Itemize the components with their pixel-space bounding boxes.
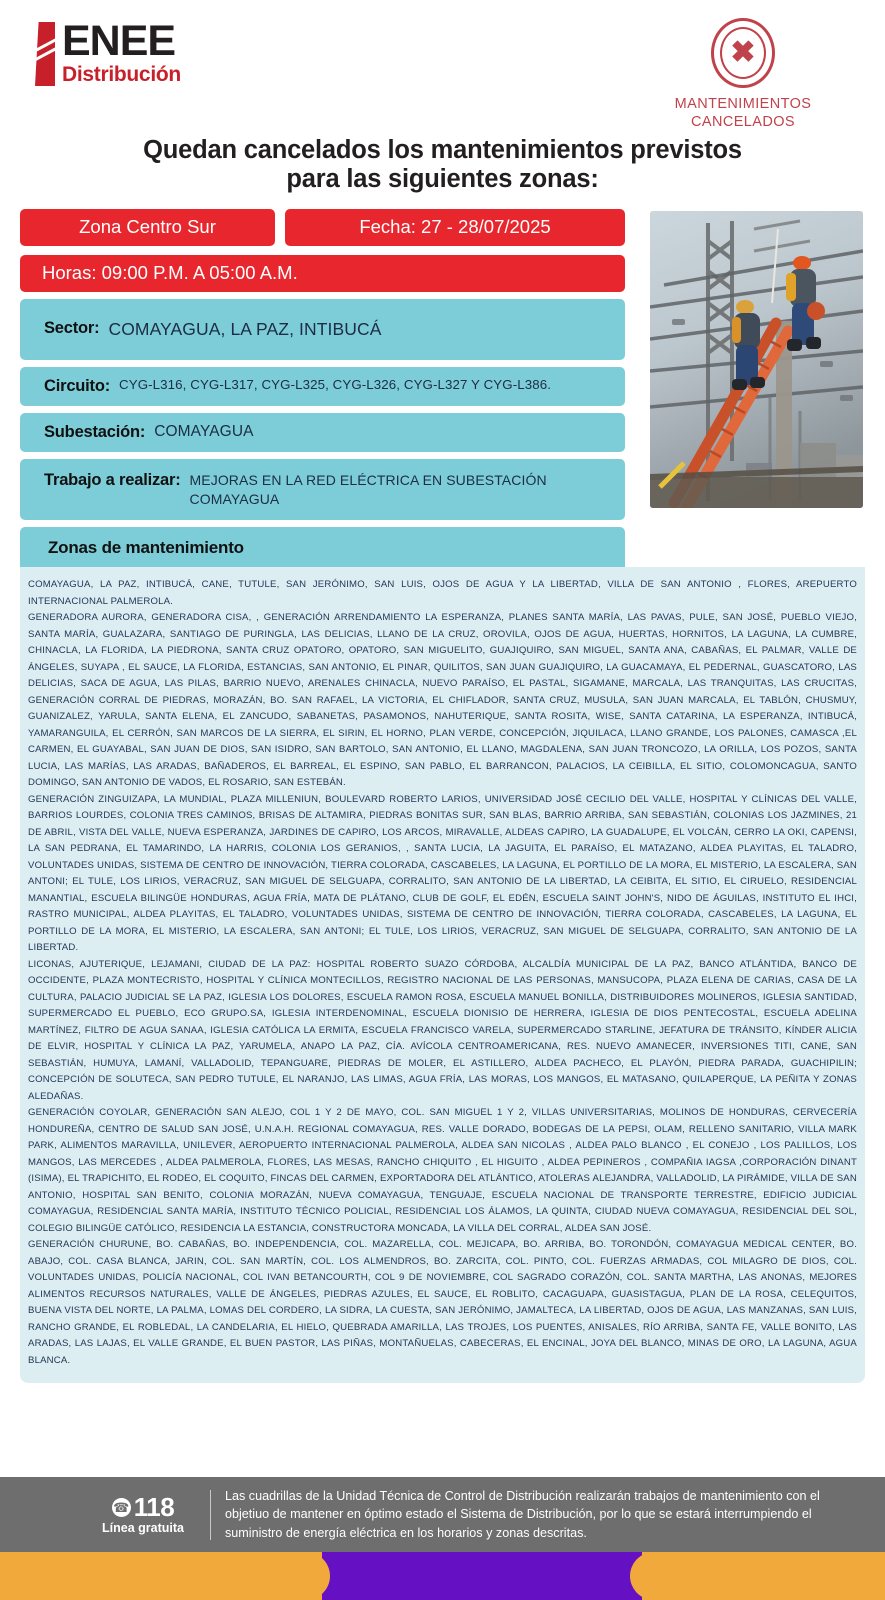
zones-paragraph: GENERACIÓN COYOLAR, GENERACIÓN SAN ALEJO, COL 1 Y 2 DE MAYO, COL. SAN MIGUEL 1 Y 2, VILLAS UNIVERSITARIAS, MOLINOS DE HONDURAS, CERVECERÍA HONDUREÑA, CENTRO DE SALUD SAN JOSÉ, U.N.A.H. REGIONAL COMAYAGUA, RES. VALLE DORADO, BODEGAS DE LA PEPSI, OLAM, RELLENO SANITARIO, VILLA MARK PARK, ALIMENTOS MARAVILLA, UNILEVER, AEROPUERTO INTERNACIONAL PALMEROLA, ALDEA SAN NICOLAS , ALDEA PALO BLANCO , EL CONEJO , LOS PALILLOS, LOS MANGOS, LAS MERCEDES , ALDEA PALMEROLA, FLORES, LAS MESAS, RANCHO CHIQUITO , EL HIGUITO , ALDEA PEPINEROS , COMPAÑIA IAGSA ,CORPORACIÓN DINANT (ISIMA), EL TRAPICHITO, EL RODEO, EL COQUITO, FINCAS DEL CARMEN, EXPORTADORA DEL ATLÁNTICO, ATOLERAS ALEJANDRA, VALLADOLID, LA PIRÁMIDE, VILLA DE SAN ANTONIO, HOSPITAL SAN BENITO, COLONIA MORAZÁN, NUEVA COMAYAGUA, TENGUAJE, ESCUELA NACIONAL DE TRANSPORTE TERRESTRE, EDIFICIO JUDICIAL COMAYAGUA, RESIDENCIAL SANTA MARÍA, INSTITUTO TÉCNICO POLICIAL, RESIDENCIAL LOS ÁLAMOS, LA QUINTA, CIUDAD NUEVA COMAYAGUA, RESIDENCIAL DEL SOL, COLEGIO BILINGÜE CATÓLICO, RESIDENCIA LA ESTANCIA, CONSTRUCTORA MONCADA, LA VILLA DEL CORRAL, ALDEA SAN JOSÉ. bbox=[28, 1107, 857, 1234]
subestacion-label: Subestación: bbox=[44, 422, 146, 441]
bottom-bar-purple bbox=[322, 1552, 642, 1600]
zones-paragraph: COMAYAGUA, LA PAZ, INTIBUCÁ, CANE, TUTULE, SAN JERÓNIMO, SAN LUIS, OJOS DE AGUA Y LA LIBERTAD, VILLA DE SAN ANTONIO , FLORES, AREPUERTO INTERNACIONAL PALMEROLA. bbox=[28, 579, 857, 607]
bottom-bar-orange-left bbox=[0, 1552, 330, 1600]
phone-handset-icon: ☎ bbox=[113, 1499, 130, 1515]
bottom-color-bar bbox=[0, 1552, 885, 1600]
logo-subbrand-text: Distribución bbox=[62, 62, 181, 86]
page-title bbox=[0, 136, 885, 194]
cancel-x-circle-icon: ✖ bbox=[711, 18, 775, 88]
sector-label: Sector: bbox=[44, 318, 100, 337]
zones-paragraph: LICONAS, AJUTERIQUE, LEJAMANI, CIUDAD DE LA PAZ: HOSPITAL ROBERTO SUAZO CÓRDOBA, ALCALDÍA MUNICIPAL DE LA PAZ, BANCO ATLÁNTIDA, BANCO DE OCCIDENTE, PLAZA MONTECRISTO, HOSPITAL Y CLÍNICA MONTECILLOS, REGISTRO NACIONAL DE LAS PERSONAS, MANSUCOPA, PLAZA ELENA DE CARIAS, CASA DE LA CULTURA, PALACIO JUDICIAL SE LA PAZ, IGLESIA LOS DOLORES, ESCUELA RAMON ROSA, ESCUELA MANUEL BONILLA, DISTRIBUIDORES MOLINEROS, IGLESIA SANTIDAD, SUPERMERCADO EL PUEBLO, ECO GRUPO.SA, IGLESIA INTERDENOMINAL, ESCUELA DIONISIO DE HERRERA, IGLESIA DE DIOS PENTECOSTAL, ESCUELA ADELINA MARTÍNEZ, FILTRO DE AGUA SANAA, IGLESIA CATÓLICA LA ERMITA, ESCUELA FRANCISCO VARELA, SUPERMERCADO STARLINE, JEFATURA DE TRÁNSITO, KÍNDER ALICIA DE ELVIR, HOSPITAL Y CLÍNICA LA PAZ, YARUMELA, ANAPO LA PAZ, CÍA. AVÍCOLA CENTROAMERICANA, RES. NUEVO AMANECER, INVERSIONES TITI, CANE, SAN SEBASTIÁN, HUMUYA, LAMANÍ, VALLADOLID, TEPANGUARE, PIEDRAS DE MOLER, EL ASTILLERO, ALDEA PACHECO, EL PLAYÓN, PIEDRA PARADA, GUACHIPILIN; CONCEPCIÓN DE SOLUTECA, SAN PEDRO TUTULE, EL NARANJO, LAS LIMAS, AGUA FRÍA, LAS MORAS, LOS MANGOS, EL MATASANO, QUILAPERQUE, LA PEÑITA Y ZONAS ALEDAÑAS. bbox=[28, 958, 857, 1102]
circuito-row bbox=[20, 367, 625, 406]
bottom-bar-orange-right bbox=[630, 1552, 885, 1600]
hotline-block bbox=[88, 1494, 198, 1535]
zones-paragraph: GENERACIÓN CHURUNE, BO. CABAÑAS, BO. INDEPENDENCIA, COL. MAZARELLA, COL. MEJICAPA, BO. ARRIBA, BO. TORONDÓN, COMAYAGUA MEDICAL CENTER, BO. ABAJO, COL. CASA BLANCA, JARIN, COL. SAN MARTÍN, COL. LOS ALMENDROS, BO. ZARCITA, COL. PINTO, COL. FUERZAS ARMADAS, COL MILAGRO DE DIOS, COL. VOLUNTADES UNIDAS, POLICÍA NACIONAL, COL IVAN BETANCOURTH, COL 9 DE NOVIEMBRE, COL SAGRADO CORAZÓN, COL. SANTA MARTHA, LAS ANONAS, MEJORES ALIMENTOS RECURSOS NATURALES, VALLE DE ÁNGELES, PIEDRAS AZULES, EL SAUCE, EL ROBLITO, CACAGUAPA, GUASISTAGUA, PLAN DE LA ROSA, CELEQUITOS, BUENA VISTA DEL NORTE, LA PALMA, LOMAS DEL CORDERO, LA SIDRA, LA CUESTA, SAN JERÓNIMO, JAMALTECA, LA LIBERTAD, OJOS DE AGUA, LAS MANZANAS, SAN LUIS, RANCHO GRANDE, EL ROBLEDAL, LA CANDELARIA, EL HIELO, QUEBRADA AMARILLA, LAS TROJES, LOS PUENTES, ANISALES, RÍO ARRIBA, SANTA FE, VALLE BONITO, LAS ARADAS, LAS LAJAS, EL VALLE GRANDE, EL BUEN PASTOR, LAS PIÑAS, MONTAÑUELAS, CABECERAS, EL ENCINAL, JOYA DEL BLANCO, MINAS DE ORO, LA LAGUNA, AGUA BLANCA. bbox=[28, 1239, 857, 1366]
page-title-line2: para las siguientes zonas: bbox=[286, 164, 599, 193]
cancel-badge-line2: CANCELADOS bbox=[691, 114, 795, 131]
subestacion-value: COMAYAGUA bbox=[154, 422, 254, 440]
zona-badge: Zona Centro Sur bbox=[20, 209, 275, 246]
page-footer bbox=[0, 1477, 885, 1552]
page-header bbox=[0, 0, 885, 132]
zones-paragraph: GENERACIÓN ZINGUIZAPA, LA MUNDIAL, PLAZA MILLENIUN, BOULEVARD ROBERTO LARIOS, UNIVERSIDAD JOSÉ CECILIO DEL VALLE, HOSPITAL Y CLÍNICAS DEL VALLE, BARRIOS LOURDES, COLONIA TRES CAMINOS, BRISAS DE ALTAMIRA, PIEDRAS BONITAS SUR, SAN BLAS, BARRIO ARRIBA, SAN SEBASTIÁN, COLONIAS LOS JAZMINES, 21 DE ABRIL, VISTA DEL VALLE, NUEVA ESPERANZA, JARDINES DE CAPIRO, LOS ARCOS, MIRAVALLE, ALDEAS CAPIRO, LA GUADALUPE, EL VOLCÁN, CERRO LA OKI, CAPENSI, LA SAN PEDRANA, EL TAMARINDO, LA HARRIS, COLONIA LOS GERANIOS, , SANTA LUCIA, LA JAGUITA, EL PARAÍSO, EL MATAZANO, ALDEA PLAYITAS, EL TALADRO, VOLUNTADES UNIDAS, SISTEMA DE CENTRO DE INNOVACIÓN, TIERRA COLORADA, CASCABELES, LA LAGUNA, EL PORTILLO DE LA MORA, EL MISTERIO, LA ESCALERA, SAN ANTONI; EL TULE, LOS LIRIOS, VERACRUZ, SAN MIGUEL DE SELGUAPA, CORRALITO, SAN ANTONIO DE LA LIBERTAD, LA CEIBITA, EL SITIO, EL CIRUELO, RESIDENCIAL MANANTIAL, ESCUELA BILINGÜE HONDURAS, AGUA FRÍA, MATA DE PLÁTANO, CLUB DE GOLF, EL EDÉN, ESCUELA SAINT JOHN'S, NIDO DE ÁGUILAS, INSTITUTO EL IHCI, RASTRO MUNICIPAL, ALDEA PLAYITAS, EL TALADRO, VOLUNTADES UNIDAS, SISTEMA DE CENTRO DE INNOVACIÓN, TIERRA COLORADA, CASCABELES, LA LAGUNA, EL PORTILLO DE LA MORA, EL MISTERIO, LA ESCALERA, SAN ANTONI; EL TULE, LOS LIRIOS, VERACRUZ, SAN MIGUEL DE SELGUAPA, CORRALITO, SAN ANTONIO DE LA LIBERTAD. bbox=[28, 793, 857, 954]
logo-brand-text: ENEE bbox=[62, 17, 176, 65]
substation-work-photo bbox=[650, 211, 863, 508]
zonas-header-row bbox=[20, 527, 625, 567]
zonas-header-label: Zonas de mantenimiento bbox=[48, 538, 244, 558]
enee-logo bbox=[33, 17, 181, 86]
horas-badge: Horas: 09:00 P.M. A 05:00 A.M. bbox=[20, 255, 625, 292]
circuito-value: CYG-L316, CYG-L317, CYG-L325, CYG-L326, CYG-L327 Y CYG-L386. bbox=[119, 376, 551, 392]
trabajo-value: MEJORAS EN LA RED ELÉCTRICA EN SUBESTACIÓN COMAYAGUA bbox=[189, 471, 547, 507]
page-title-line1: Quedan cancelados los mantenimientos previstos bbox=[143, 136, 742, 164]
circuito-label: Circuito: bbox=[44, 376, 111, 395]
zones-body bbox=[20, 567, 865, 1383]
hotline-number: 118 bbox=[133, 1492, 175, 1522]
footer-divider bbox=[210, 1490, 211, 1540]
cancel-badge bbox=[653, 18, 833, 131]
cancel-badge-line1: MANTENIMIENTOS bbox=[674, 96, 812, 112]
trabajo-row bbox=[20, 459, 625, 521]
zones-paragraph: GENERADORA AURORA, GENERADORA CISA, , GENERACIÓN ARRENDAMIENTO LA ESPERANZA, PLANES SANTA MARÍA, LAS PAVAS, PULE, SAN JOSÉ, PUEBLO VIEJO, SANTA MARÍA, GUALAZARA, SANTIAGO DE PURINGLA, LAS DELICIAS, LLANO DE LA CRUZ, OROVILA, OJOS DE AGUA, HUERTAS, HORNITOS, LA LAGUNA, LA CUMBRE, CHINACLA, LA FLORIDA, LA PIEDRONA, SANTA CRUZ OPATORO, OPATORO, SAN MIGUELITO, GUAJIQUIRO, SAN MIGUEL, SANTA ANA, CABAÑAS, EL PALMAR, VALLE DE ÁNGELES, SUYAPA , EL SAUCE, LA FLORIDA, ESTANCIAS, SAN ANTONIO, EL PINAR, QUILITOS, SAN JUAN GUAJIQUIRO, LA GUACAMAYA, EL PEDERNAL, GUASCATORO, LAS DELICIAS, SACA DE AGUA, LAS PILAS, BARRIO NUEVO, ARENALES CHINACLA, NUEVO PARAÍSO, EL PASTAL, SIGAMANE, MARCALA, LAS TRANQUITAS, LAS CRUCITAS, GENERACIÓN CORRAL DE PIEDRAS, MORAZÁN, BO. SAN RAFAEL, LA VICTORIA, EL CHIFLADOR, SANTA CRUZ, MUSULA, SAN JUAN MARCALA, EL TABLÓN, CHUSMUY, GUANIZALEZ, YARULA, SANTA ELENA, EL ZANCUDO, SABANETAS, PASAMONOS, NAHUTERIQUE, SANTA ROSITA, WISE, SANTA CATARINA, LA ESPERANZA, INTIBUCÁ, YAMARANGUILA, EL CERRÓN, SAN MARCOS DE LA SIERRA, EL SIRIN, EL HORNO, PLAN VERDE, CONCEPCIÓN, JIQUILACA, LLANO GRANDE, LOS PALONES, CAMASCA ,EL CARMEN, EL GUAYABAL, SAN JUAN DE DIOS, SAN ISIDRO, SAN BARTOLO, SAN ANTONIO, EL LLANO, MAGDALENA, SAN JUAN TRONCOZO, LA ORILLA, LOS POZOS, SANTA LUCIA, LAS MARÍAS, LAS ARADAS, BAÑADEROS, EL BARREAL, EL ESPINO, SAN PABLO, EL BARRANCON, PALACIOS, LA CEIBILLA, EL SITIO, COLOMONCAGUA, SANTO DOMINGO, SAN ANTONIO DE VADOS, EL ROSARIO, SAN ESTEBÁN. bbox=[28, 612, 857, 789]
sector-value: COMAYAGUA, LA PAZ, INTIBUCÁ bbox=[108, 318, 382, 339]
trabajo-label: Trabajo a realizar: bbox=[44, 470, 181, 489]
enee-flame-mark-icon bbox=[33, 22, 57, 86]
footer-note: Las cuadrillas de la Unidad Técnica de Control de Distribución realizarán trabajos de mantenimiento con el objetiuo de mantener en óptimo estado el Sistema de Distribución, por lo que se estará interrumpiendo el suministro de energía eléctrica en los horarios y zonas descritas. bbox=[225, 1489, 820, 1540]
hotline-caption: Línea gratuita bbox=[102, 1521, 184, 1535]
fecha-badge: Fecha: 27 - 28/07/2025 bbox=[285, 209, 625, 246]
sector-row bbox=[20, 299, 625, 360]
info-panel bbox=[0, 209, 885, 568]
subestacion-row bbox=[20, 413, 625, 452]
